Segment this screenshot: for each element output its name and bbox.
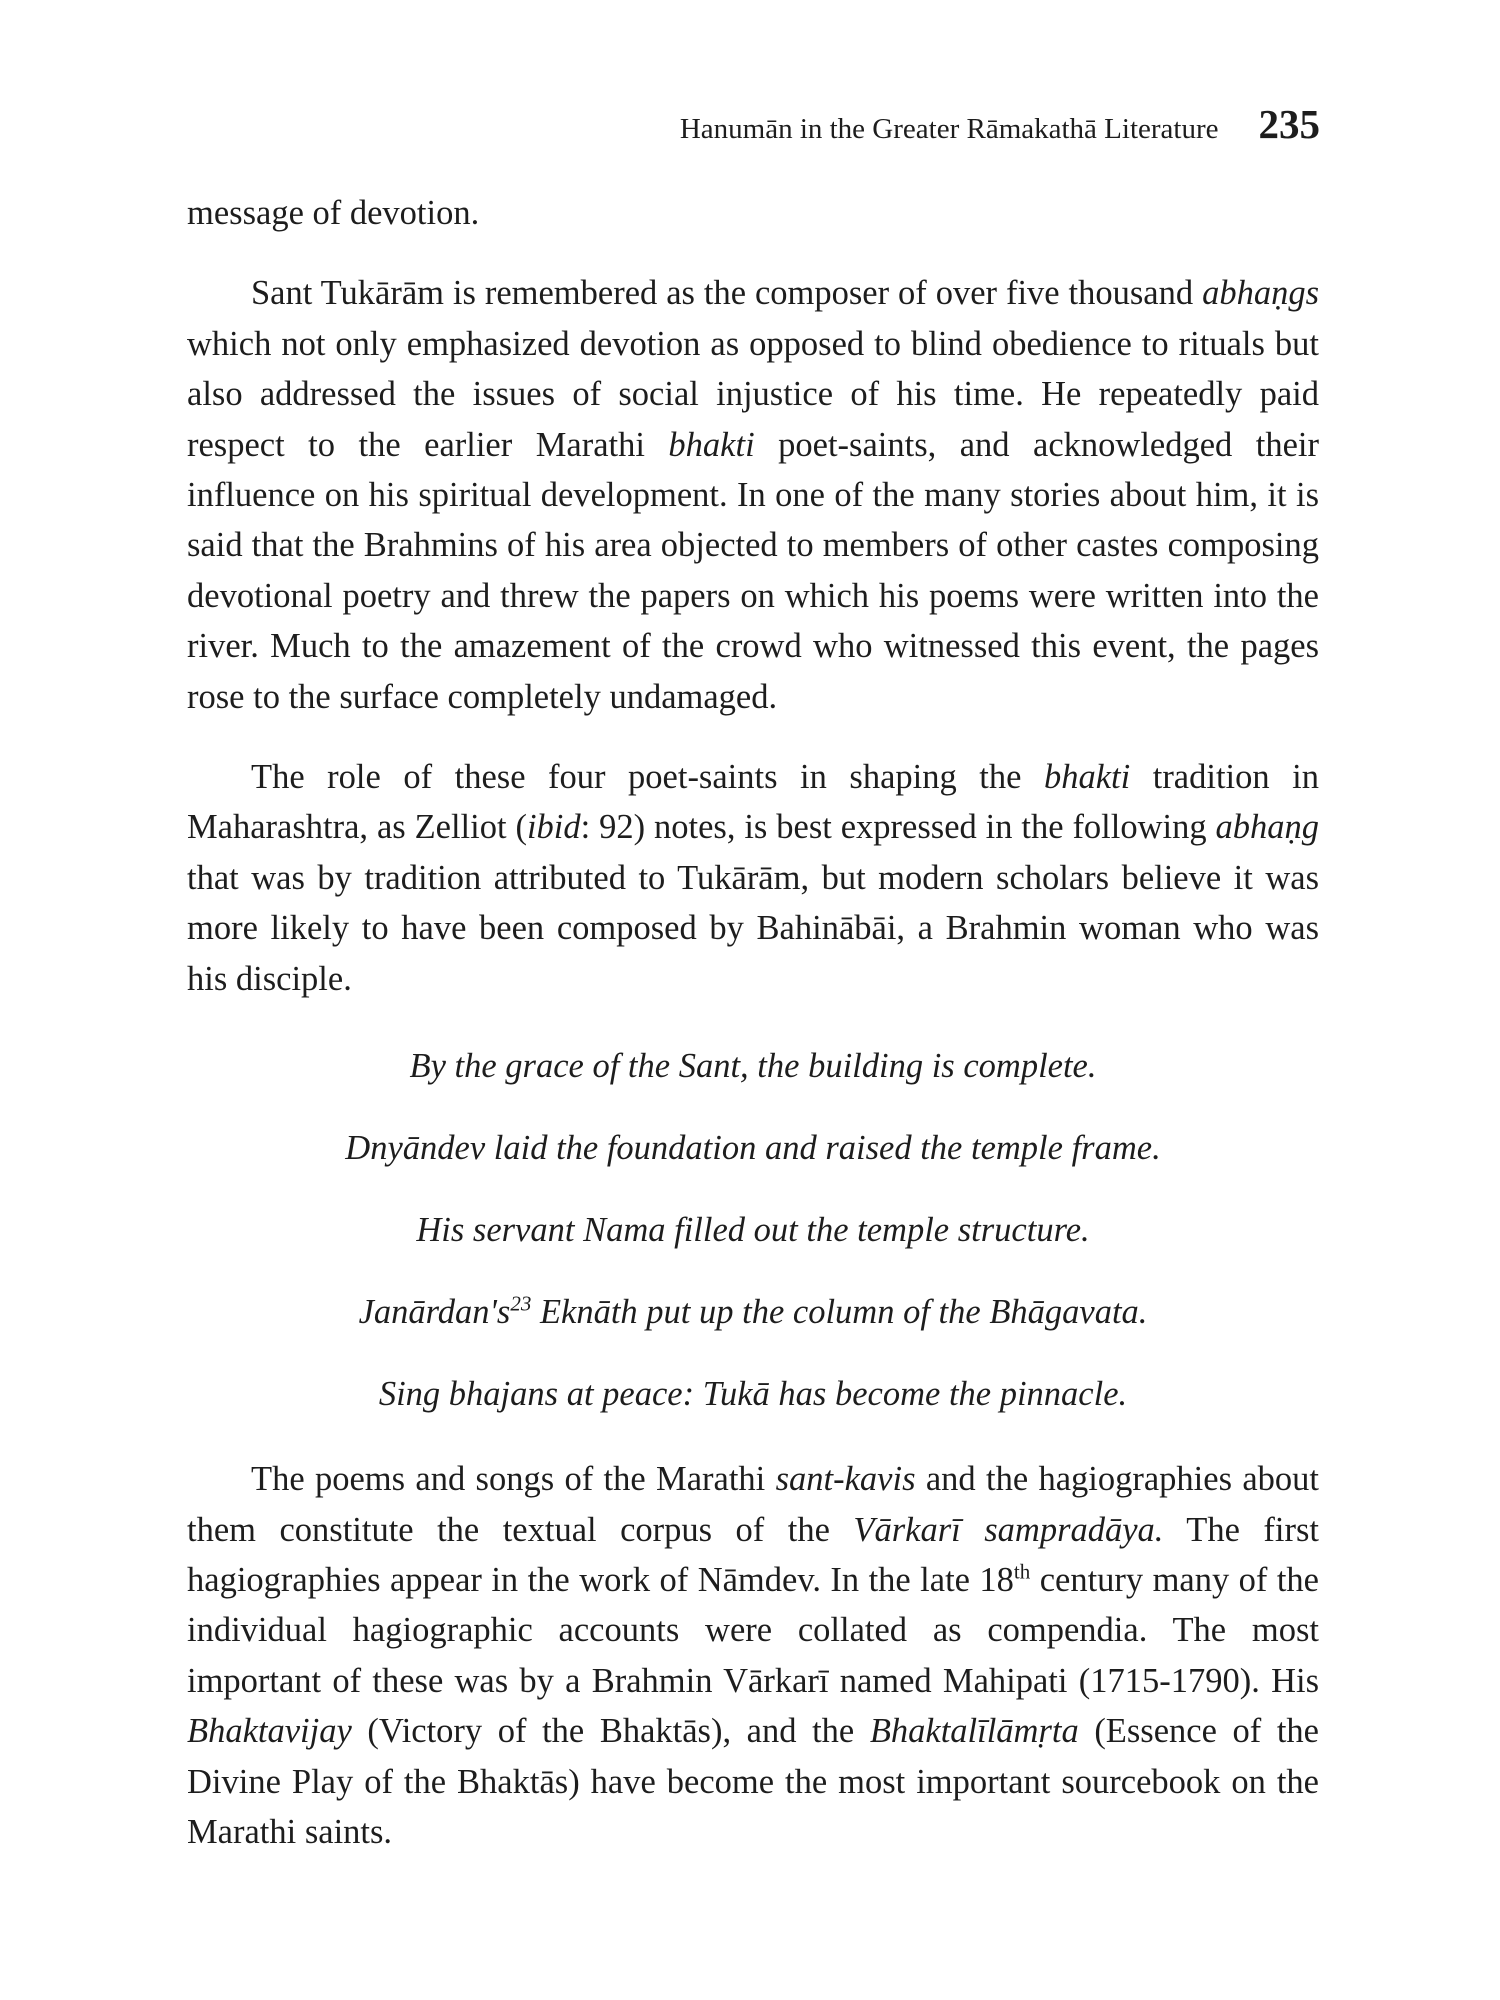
body-text: [187, 188, 1319, 1887]
text-run: tradition in Maharashtra, as Zelliot (: [187, 758, 1319, 847]
text-run: The role of these four poet-saints in shaping the: [251, 758, 1044, 797]
italic-term: sant-kavis: [775, 1460, 916, 1499]
text-run: message of devotion.: [187, 194, 480, 232]
text-run: (Victory of the Bhaktās), and the: [351, 1712, 870, 1751]
italic-term: abhaṇgs: [1202, 274, 1319, 313]
text-run: Sant Tukārām is remembered as the composer of over five thousand: [251, 274, 1203, 313]
verse-line-3: His servant Nama filled out the temple structure.: [416, 1211, 1090, 1250]
text-run: The first hagiographies appear in the work of Nāmdev. In the late 18: [187, 1510, 1319, 1599]
paragraph-poet-saints: [187, 752, 1319, 1004]
italic-term: Bhaktavijay: [187, 1712, 352, 1751]
text-run: that was by tradition attributed to Tukārām, but modern scholars believe it was more likely to have been composed by Bahinābāi, a Brahmin woman who was his disciple.: [187, 858, 1319, 998]
verse-line-4: [187, 1292, 1319, 1332]
ordinal-suffix: th: [1013, 1559, 1031, 1584]
paragraph-hagiographies: [187, 1454, 1319, 1857]
italic-term: Bhaktalīlāmṛta: [869, 1712, 1079, 1751]
italic-term: bhakti: [668, 425, 755, 464]
italic-term: abhaṇg: [1215, 808, 1320, 847]
page-number: 235: [1258, 101, 1320, 147]
verse-line-5: Sing bhajans at peace: Tukā has become the pinnacle.: [378, 1375, 1128, 1414]
text-run: century many of the individual hagiographic accounts were collated as compendia. The most important of these was by a Brahmin Vārkarī named Mahipati (1715-1790). His: [187, 1560, 1319, 1700]
text-run: The poems and songs of the Marathi: [251, 1460, 776, 1499]
paragraph-continued: [187, 188, 1319, 238]
text-run: : 92) notes, is best expressed in the following: [580, 808, 1216, 847]
text-run: and the hagiographies about them constitute the textual corpus of the: [187, 1460, 1319, 1549]
paragraph-tukaram: [187, 268, 1319, 722]
italic-term: Vārkarī sampradāya.: [853, 1510, 1164, 1549]
verse-line-1: By the grace of the Sant, the building is complete.: [409, 1047, 1097, 1086]
verse-line-2: Dnyāndev laid the foundation and raised the temple frame.: [345, 1129, 1161, 1168]
text-run: poet-saints, and acknowledged their influence on his spiritual development. In one of the many stories about him, it is said that the Brahmins of his area objected to members of other castes composing devotional poetry and threw the papers on which his poems were written into the river. Much to the amazement of the crowd who witnessed this event, the pages rose to the surface completely undamaged.: [187, 425, 1319, 716]
abhang-verse: [187, 1046, 1319, 1414]
text-run: (Essence of the Divine Play of the Bhaktās) have become the most important sourcebook on the Marathi saints.: [187, 1712, 1319, 1851]
footnote-marker: 23: [510, 1291, 532, 1316]
text-run: Janārdan's: [358, 1293, 511, 1332]
running-title: Hanumān in the Greater Rāmakathā Literature: [679, 113, 1219, 145]
italic-term: bhakti: [1043, 758, 1131, 797]
text-run: which not only emphasized devotion as opposed to blind obedience to rituals but also addressed the issues of social injustice of his time. He repeatedly paid respect to the earlier Marathi: [187, 324, 1319, 464]
running-header: [680, 100, 1320, 148]
italic-term: ibid: [526, 808, 581, 847]
text-run: Eknāth put up the column of the Bhāgavata.: [531, 1293, 1148, 1332]
